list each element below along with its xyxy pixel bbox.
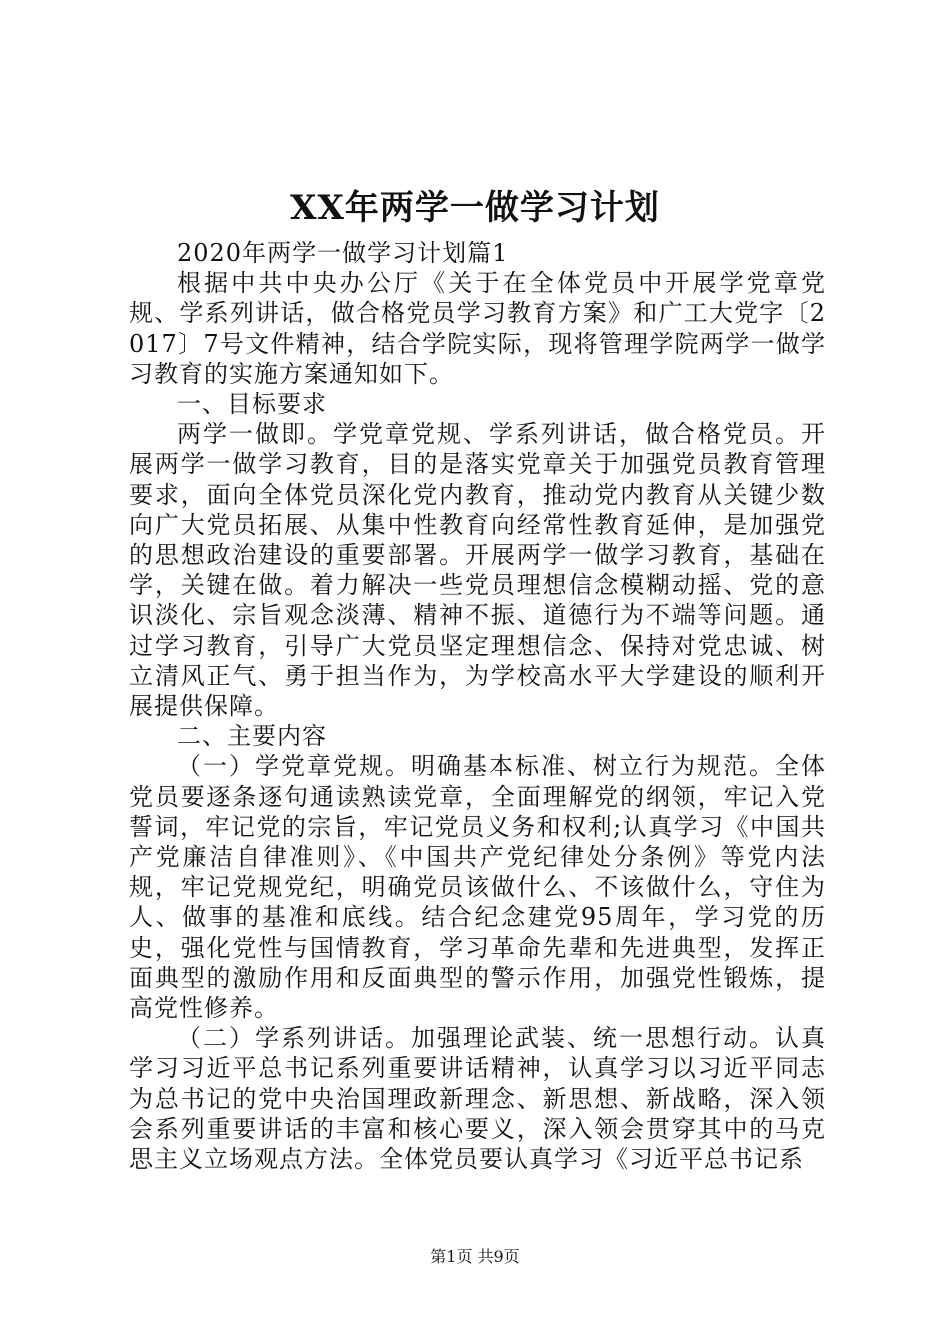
intro-paragraph: 根据中共中央办公厅《关于在全体党员中开展学党章党规、学系列讲话，做合格党员学习教育方案》和广工大党字〔2017〕7号文件精神，结合学院实际，现将管理学院两学一做学习教育的实施方案通知如下。 [129,269,826,388]
goals-paragraph: 两学一做即。学党章党规、学系列讲话，做合格党员。开展两学一做学习教育，目的是落实党章关于加强党员教育管理要求，面向全体党员深化党内教育，推动党内教育从关键少数向广大党员拓展、从集中性教育向经常性教育延伸，是加强党的思想政治建设的重要部署。开展两学一做学习教育，基础在学，关键在做。着力解决一些党员理想信念模糊动摇、党的意识淡化、宗旨观念淡薄、精神不振、道德行为不端等问题。通过学习教育，引导广大党员坚定理想信念、保持对党忠诚、树立清风正气、勇于担当作为，为学校高水平大学建设的顺利开展提供保障。 [129,420,826,721]
content-paragraph-2: （二）学系列讲话。加强理论武装、统一思想行动。认真学习习近平总书记系列重要讲话精神，认真学习以习近平同志为总书记的党中央治国理政新理念、新思想、新战略，深入领会系列重要讲话的丰富和核心要义，深入领会贯穿其中的马克思主义立场观点方法。全体党员要认真学习《习近平总书记系 [129,1024,826,1174]
content-paragraph-1: （一）学党章党规。明确基本标准、树立行为规范。全体党员要逐条逐句通读熟读党章，全面理解党的纲领，牢记入党誓词，牢记党的宗旨，牢记党员义务和权利;认真学习《中国共产党廉洁自律准则》、《中国共产党纪律处分条例》等党内法规，牢记党规党纪，明确党员该做什么、不该做什么，守住为人、做事的基准和底线。结合纪念建党95周年，学习党的历史，强化党性与国情教育，学习革命先辈和先进典型，发挥正面典型的激励作用和反面典型的警示作用，加强党性锻炼，提高党性修养。 [129,752,826,1023]
document-title: XX年两学一做学习计划 [290,188,660,228]
section-heading-content: 二、主要内容 [177,722,327,751]
section-heading-goals: 一、目标要求 [177,390,327,419]
document-body [129,238,826,1174]
page-number-footer: 第1页 共9页 [430,1247,520,1266]
section-subtitle: 2020年两学一做学习计划篇1 [177,239,509,267]
